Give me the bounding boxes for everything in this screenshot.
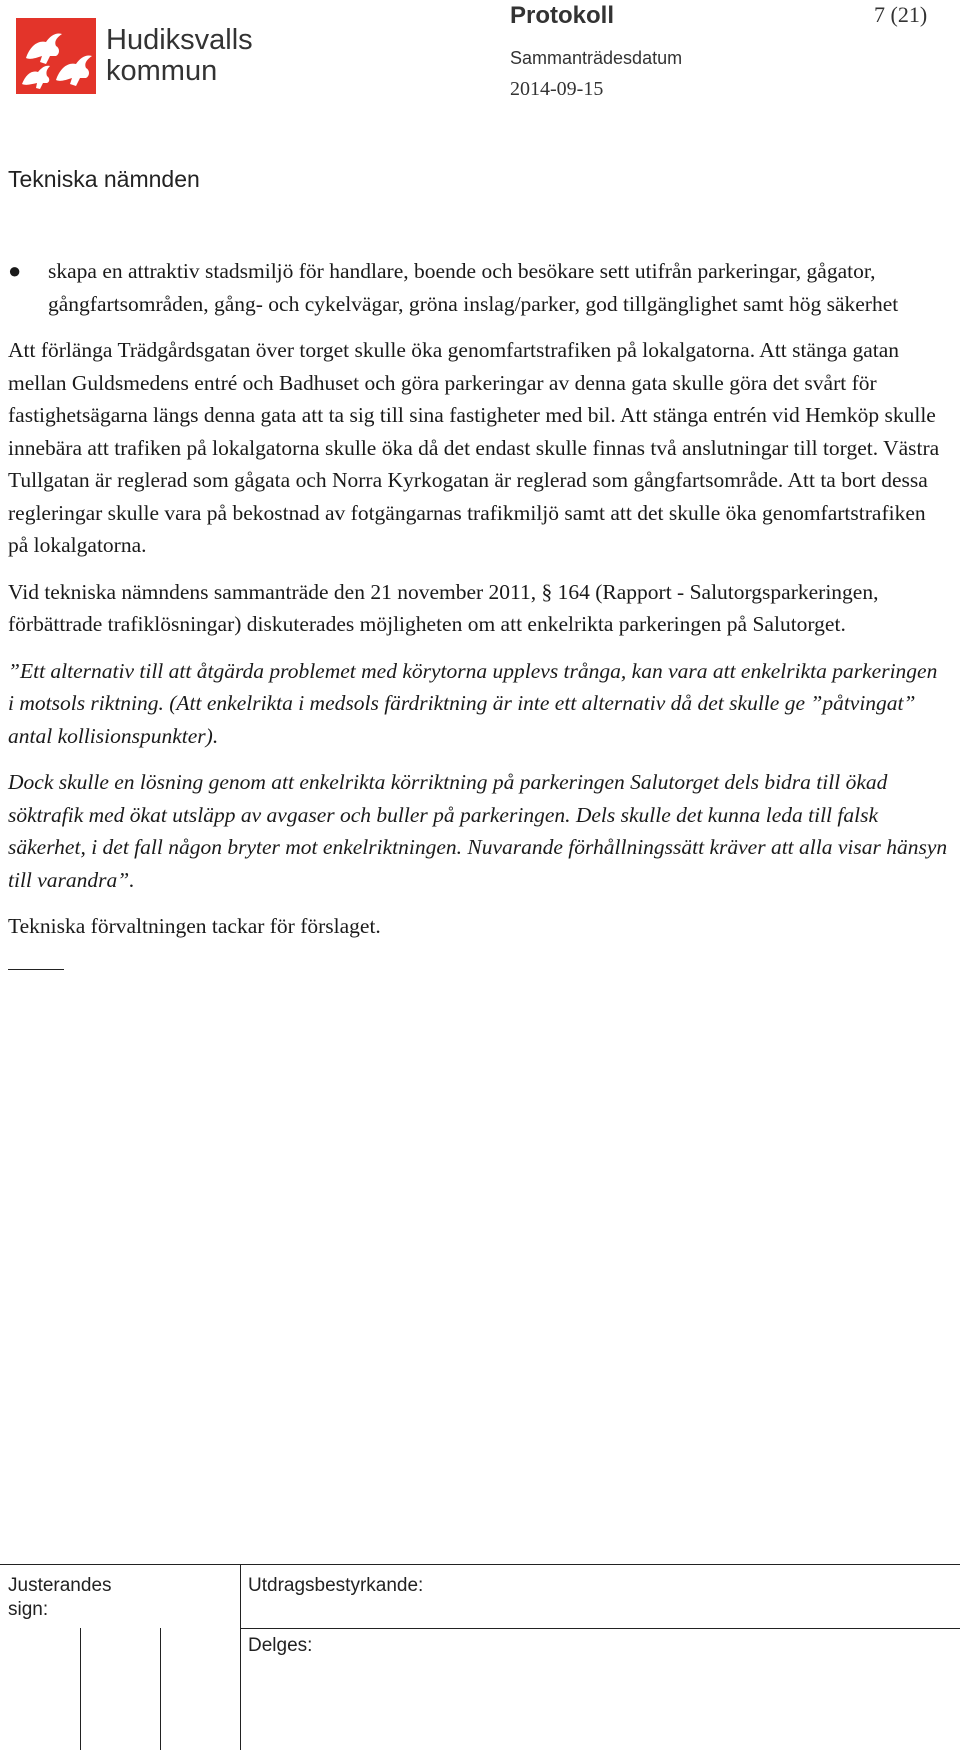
page-number: 7 (21) xyxy=(874,2,928,27)
goat-crest-icon xyxy=(16,18,96,94)
meeting-date-label: Sammanträdesdatum xyxy=(510,48,683,68)
sign-box-divider-1 xyxy=(80,1628,81,1750)
logo-line-2: kommun xyxy=(106,55,218,87)
document-body xyxy=(8,255,948,970)
footer-top-rule xyxy=(0,1564,960,1565)
document-title: Protokoll xyxy=(510,2,615,29)
bullet-text: skapa en attraktiv stadsmiljö för handlare, boende och besökare sett utifrån parkeringar, gågator, gångfartsområden, gång- och cykelvägar, gröna inslag/parker, god tillgänglighet samt hög säkerhet xyxy=(48,259,899,316)
footer-divider xyxy=(240,1564,241,1750)
logo-line-1: Hudiksvalls xyxy=(106,24,253,56)
justerandes-sign-label: Justerandes sign: xyxy=(8,1575,112,1620)
municipality-logo xyxy=(16,18,253,94)
quote-paragraph-2: Dock skulle en lösning genom att enkelrikta körriktning på parkeringen Salutorget dels bidra till ökad söktrafik med ökat utsläpp av avgaser och buller på parkeringen. Dels skulle det kunna leda till falsk säkerhet, i det fall någon bryter mot enkelriktningen. Nuvarande förhållningssätt kräver att alla visar hänsyn till varandra”. xyxy=(8,770,948,892)
footer-mid-rule xyxy=(240,1628,960,1629)
utdragsbestyrkande-label: Utdragsbestyrkande: xyxy=(248,1575,424,1596)
paragraph-2: Vid tekniska nämndens sammanträde den 21 november 2011, § 164 (Rapport - Salutorgsparkeringen, förbättrade trafiklösningar) diskuterades möjligheten om att enkelrikta parkeringen på Salutorget. xyxy=(8,579,879,636)
paragraph-1: Att förlänga Trädgårdsgatan över torget skulle öka genomfartstrafiken på lokalgatorna. Att stänga gatan mellan Guldsmedens entré och Badhuset och göra parkeringar av denna gata skulle göra det svårt för fastighetsägarna längs denna gata att ta sig till sina fastigheter med bil. Att stänga entrén vid Hemköp skulle innebära att trafiken på lokalgatorna skulle öka då det endast skulle finnas två anslutningar till torget. Västra Tullgatan är reglerad som gågata och Norra Kyrkogatan är reglerad som gångfartsområde. Att ta bort dessa regleringar skulle vara på bekostnad av fotgängarnas trafikmiljö samt att det skulle öka genomfartstrafiken på lokalgatorna. xyxy=(8,338,940,557)
sign-box-divider-2 xyxy=(160,1628,161,1750)
end-rule xyxy=(8,969,64,970)
delges-label: Delges: xyxy=(248,1635,313,1656)
organization-name: Tekniska nämnden xyxy=(8,166,200,192)
closing-paragraph: Tekniska förvaltningen tackar för förslaget. xyxy=(8,914,381,938)
logo-wordmark xyxy=(106,25,253,87)
bullet-icon: ● xyxy=(8,258,22,283)
signature-footer xyxy=(0,1564,960,1750)
quote-paragraph-1: ”Ett alternativ till att åtgärda problemet med körytorna upplevs trånga, kan vara att enkelrikta parkeringen i motsols riktning. (Att enkelrikta i medsols färdriktning är inte ett alternativ då det skulle ge ”påtvingat” antal kollisionspunkter). xyxy=(8,658,938,748)
bullet-item xyxy=(8,255,948,320)
meeting-date: 2014-09-15 xyxy=(510,78,604,100)
